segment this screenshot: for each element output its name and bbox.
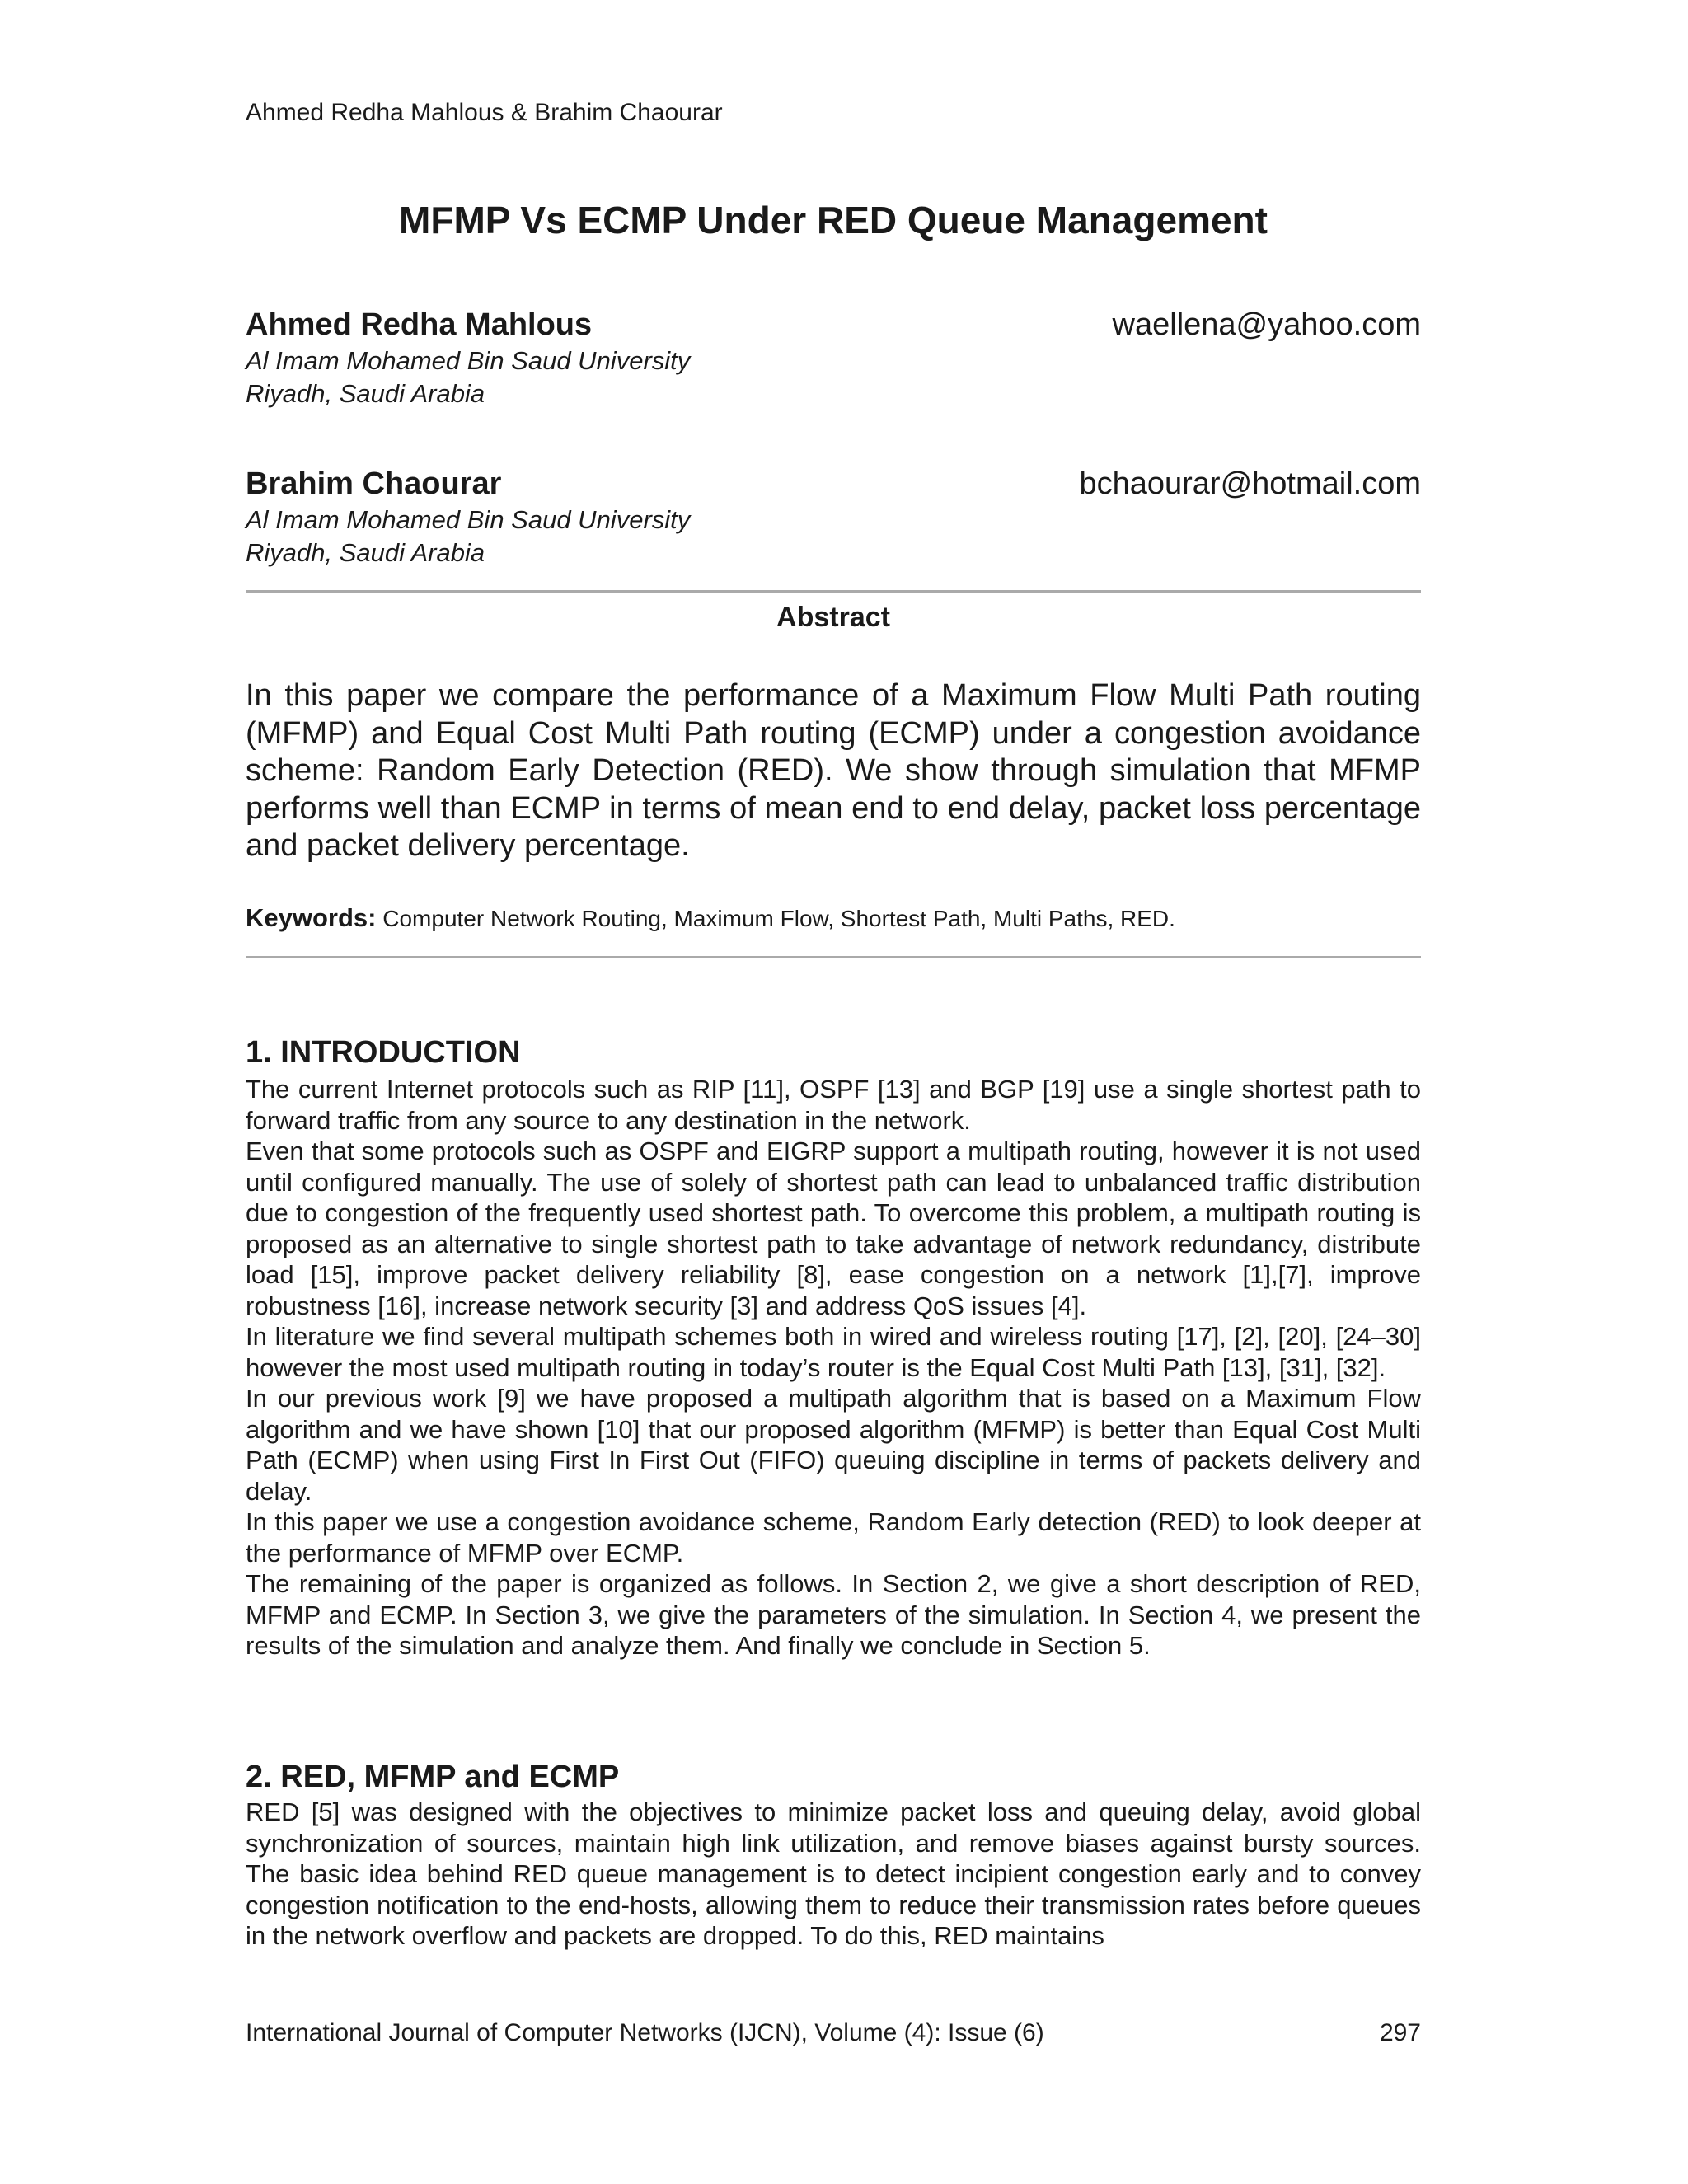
keywords-text: Computer Network Routing, Maximum Flow, Shortest Path, Multi Paths, RED. [382,906,1175,931]
keywords-label: Keywords: [246,903,377,932]
keywords [246,903,1421,934]
paragraph: In literature we find several multipath schemes both in wired and wireless routing [17], [2], [20], [24–30] however the most used multipath routing in today’s router is the Equal Cost Multi Path [13], [31], [32]. [246,1322,1421,1382]
paragraph: RED [5] was designed with the objectives to minimize packet loss and queuing delay, avoid global synchronization of sources, maintain high link utilization, and remove biases against bursty sources. The basic idea behind RED queue management is to detect incipient congestion early and to convey congestion notification to the end-hosts, allowing them to reduce their transmission rates before queues in the network overflow and packets are dropped. To do this, RED maintains [246,1797,1421,1950]
author-affiliation: Al Imam Mohamed Bin Saud University [246,505,691,534]
page-number: 297 [1379,2019,1421,2046]
section-heading: 2. RED, MFMP and ECMP [246,1760,620,1794]
author-location: Riyadh, Saudi Arabia [246,379,485,408]
paragraph: The current Internet protocols such as RIP [11], OSPF [13] and BGP [19] use a single shortest path to forward traffic from any source to any destination in the network. [246,1075,1421,1135]
running-head: Ahmed Redha Mahlous & Brahim Chaourar [246,99,723,126]
author-affiliation: Al Imam Mohamed Bin Saud University [246,346,691,375]
author-block [246,305,1421,410]
divider [246,590,1421,593]
divider [246,956,1421,958]
section-body [246,1797,1421,1952]
paragraph: In our previous work [9] we have proposed a multipath algorithm that is based on a Maximum Flow algorithm and we have shown [10] that our proposed algorithm (MFMP) is better than Equal Cost Multi Path (ECMP) when using First In First Out (FIFO) queuing discipline in terms of packets delivery and delay. [246,1384,1421,1506]
footer-journal: International Journal of Computer Networks (IJCN), Volume (4): Issue (6) [246,2019,1044,2046]
author-name: Brahim Chaourar [246,466,502,501]
author-location: Riyadh, Saudi Arabia [246,538,485,567]
paragraph: In this paper we use a congestion avoidance scheme, Random Early detection (RED) to look deeper at the performance of MFMP over ECMP. [246,1507,1421,1568]
author-email: bchaourar@hotmail.com [1079,466,1421,501]
section-body [246,1074,1421,1661]
paragraph: The remaining of the paper is organized as follows. In Section 2, we give a short description of RED, MFMP and ECMP. In Section 3, we give the parameters of the simulation. In Section 4, we present the results of the simulation and analyze them. And finally we conclude in Section 5. [246,1569,1421,1660]
paragraph: Even that some protocols such as OSPF and EIGRP support a multipath routing, however it is not used until configured manually. The use of solely of shortest path can lead to unbalanced traffic distribution due to congestion of the frequently used shortest path. To overcome this problem, a multipath routing is proposed as an alternative to single shortest path to take advantage of network redundancy, distribute load [15], improve packet delivery reliability [8], ease congestion on a network [1],[7], improve robustness [16], increase network security [3] and address QoS issues [4]. [246,1137,1421,1320]
abstract-text: In this paper we compare the performance of a Maximum Flow Multi Path routing (MFMP) and Equal Cost Multi Path routing (ECMP) under a congestion avoidance scheme: Random Early Detection (RED). We show through simulation that MFMP performs well than ECMP in terms of mean end to end delay, packet loss percentage and packet delivery percentage. [246,678,1421,864]
paper-title: MFMP Vs ECMP Under RED Queue Management [399,199,1268,241]
author-block [246,464,1421,569]
author-name: Ahmed Redha Mahlous [246,307,593,342]
author-email: waellena@yahoo.com [1112,307,1421,342]
section-heading: 1. INTRODUCTION [246,1035,521,1070]
abstract-heading: Abstract [776,602,890,633]
